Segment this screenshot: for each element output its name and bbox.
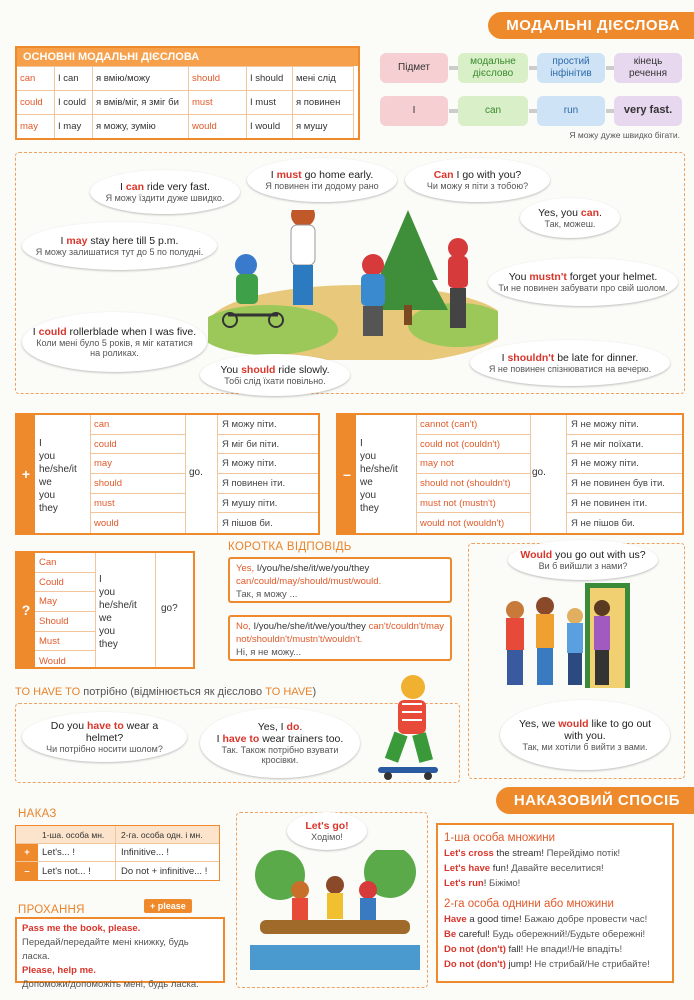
bubble-would-answer: Yes, we would like to go out with you. Так, ми хотіли б вийти з вами.: [500, 700, 670, 770]
pronoun: they: [99, 639, 118, 650]
question-pronouns: [99, 573, 137, 651]
negative-translations: [566, 415, 682, 533]
pronoun: we: [99, 613, 112, 624]
imperative-line: [444, 846, 666, 861]
imperative-verb: Be: [444, 929, 457, 940]
bubble-must: I must go home early. Я повинен іти додому рано: [247, 158, 397, 202]
modal-full: should not: [420, 477, 464, 489]
cell: [416, 458, 454, 469]
imperative-en: the stream!: [493, 848, 544, 859]
bubble-lets-go: Let's go! Ходімо!: [287, 812, 367, 850]
positive-table: [15, 413, 320, 535]
bubble-can: I can ride very fast. Я можу їздити дуже швидко.: [90, 170, 240, 214]
table-row: [217, 435, 318, 455]
modal-short: (wouldn't): [460, 517, 505, 529]
modal-short: (mustn't): [456, 497, 496, 509]
table-row: [416, 415, 530, 435]
modal-table-cell: can: [17, 66, 55, 90]
modal-full: must not: [420, 497, 457, 509]
table-row: [566, 513, 682, 533]
nakaz-table: [15, 825, 220, 881]
short-answer-title: КОРОТКА ВІДПОВІДЬ: [228, 541, 352, 553]
imperative-en: jump!: [505, 959, 532, 970]
cell: can: [94, 418, 110, 430]
modal-full: may not: [420, 458, 454, 470]
imperative-ua: Давайте веселитися!: [508, 863, 604, 874]
table-row: [416, 435, 530, 455]
imperative-line: [444, 942, 666, 957]
imperative-line: [444, 876, 666, 891]
positive-translations: [217, 415, 318, 533]
negative-table: [336, 413, 684, 535]
imperative-ua: Не стрибай/Не стрибайте!: [531, 959, 650, 970]
bubble-should: You should ride slowly. Тобі слід їхати повільно.: [200, 354, 350, 396]
imperative-verb: Do not (don't): [444, 959, 506, 970]
imperative-line: [444, 912, 666, 927]
pronoun: he/she/it: [360, 464, 398, 475]
imperative-line: [444, 927, 666, 942]
cell: Я не повинен був іти.: [571, 477, 665, 489]
cell: Я повинен іти.: [222, 477, 286, 489]
imperative-en: a good time!: [466, 914, 522, 925]
cell: Я пішов би.: [222, 517, 273, 529]
cell: should: [94, 477, 122, 489]
imperative-verb: Let's cross: [444, 848, 494, 859]
section-banner-imperative: НАКАЗОВИЙ СПОСІБ: [496, 787, 694, 814]
cell: [416, 518, 504, 529]
imperative-verb: Have: [444, 914, 467, 925]
imperative-en: !: [483, 878, 487, 889]
modal-table-cell: would: [189, 114, 247, 138]
table-row: [35, 651, 95, 671]
nakaz-title: НАКАЗ: [18, 808, 57, 820]
formula-ex-modal: can: [458, 96, 528, 126]
imperative-box: [436, 823, 674, 983]
kids-door-illustration: [490, 578, 645, 693]
formula-caption: Я можу дуже швидко бігати.: [569, 130, 680, 140]
nakaz-minus-row: – Let's not... ! Do not + infinitive... !: [16, 862, 219, 880]
formula-infinitive: простий інфінітив: [537, 53, 605, 83]
modal-full: would not: [420, 517, 461, 529]
imperative-ua: Будь обережний!/Будьте обережні!: [489, 929, 646, 940]
imperative-line: [444, 957, 666, 972]
nakaz-head-row: 1-ша. особа мн. 2-га. особа одн. і мн.: [16, 826, 219, 844]
modal-table-cell: я вмію/можу: [93, 66, 189, 90]
imperative-verb: Let's have: [444, 863, 491, 874]
imperative-verb: Let's run: [444, 878, 484, 889]
table-row: [35, 592, 95, 612]
table-row: [35, 553, 95, 573]
table-row: [217, 494, 318, 514]
bubble-would-question: Would you go out with us? Ви б вийшли з нами?: [508, 540, 658, 580]
have-to-title: TO HAVE TO потрібно (відмінюється як дієслово TO HAVE): [15, 686, 317, 698]
cell: Would: [39, 655, 66, 667]
modal-full: cannot: [420, 418, 449, 430]
cell: [416, 478, 511, 489]
pronoun: you: [360, 490, 377, 501]
pronoun: they: [360, 503, 379, 514]
plus-sign: +: [17, 415, 35, 533]
positive-pronouns: [39, 437, 77, 515]
pronoun: you: [99, 626, 116, 637]
table-row: [566, 494, 682, 514]
table-row: [416, 513, 530, 533]
cell: Can: [39, 556, 57, 568]
imperative-ua: Перейдімо потік!: [543, 848, 621, 859]
bubble-may: I may stay here till 5 p.m. Я можу залишатися тут до 5 по полудні.: [22, 222, 217, 270]
pronoun: you: [360, 451, 377, 462]
cell: Я мушу піти.: [222, 497, 278, 509]
bubble-can-question: Can I go with you? Чи можу я піти з тобою?: [405, 158, 550, 202]
negative-verb: go.: [532, 467, 546, 478]
table-row: [90, 474, 185, 494]
imperative-first-heading: 1-ша особа множини: [444, 832, 556, 844]
modal-table-cell: я мушу: [293, 114, 354, 138]
question-verb: go?: [161, 603, 178, 614]
bubble-yes-can: Yes, you can. Так, можеш.: [520, 198, 620, 238]
cell: Я не повинен іти.: [571, 497, 648, 509]
bubble-mustnt: You mustn't forget your helmet. Ти не повинен забувати про свій шолом.: [488, 258, 678, 306]
formula-ex-subject: I: [380, 96, 448, 126]
cell: [416, 419, 477, 430]
table-row: [217, 513, 318, 533]
table-row: [90, 513, 185, 533]
imperative-first-list: [444, 846, 666, 891]
modal-short: (can't): [448, 418, 478, 430]
formula-modal: модальне дієслово: [458, 53, 528, 83]
modal-short: (couldn't): [458, 438, 500, 450]
modal-table-cell: я можу, зумію: [93, 114, 189, 138]
pronoun: we: [39, 477, 52, 488]
modal-table-title: ОСНОВНІ МОДАЛЬНІ ДІЄСЛОВА: [17, 48, 358, 66]
modal-table-cell: may: [17, 114, 55, 138]
table-row: [90, 435, 185, 455]
formula-ex-infinitive: run: [537, 96, 605, 126]
table-row: [217, 474, 318, 494]
modal-table-cell: I can: [55, 66, 93, 90]
modal-table-cell: should: [189, 66, 247, 90]
formula-end: кінець речення: [614, 53, 682, 83]
cell: Я не можу піти.: [571, 418, 639, 430]
kids-bridge-illustration: [250, 850, 420, 975]
kids-park-illustration: [208, 210, 498, 360]
modal-table-cell: I must: [247, 90, 293, 114]
question-sign: ?: [17, 553, 35, 667]
cell: [416, 498, 496, 509]
negative-pronouns: [360, 437, 398, 515]
cell: Could: [39, 576, 64, 588]
cell: must: [94, 497, 115, 509]
imperative-ua: Не впади!/Не впадіть!: [523, 944, 623, 955]
bubble-could: I could rollerblade when I was five. Коли мені було 5 років, я міг кататися на роликах.: [22, 312, 207, 372]
prohannia-box: Pass me the book, please. Передай/передайте мені книжку, будь ласка. Please, help me. Допоможи/допоможіть мені, будь ласка.: [15, 917, 225, 983]
modal-table-cell: I could: [55, 90, 93, 114]
section-banner-modal: МОДАЛЬНІ ДІЄСЛОВА: [488, 12, 694, 39]
modal-table-grid: [17, 66, 358, 138]
table-row: [35, 632, 95, 652]
cell: Я міг би піти.: [222, 438, 280, 450]
pronoun: you: [39, 490, 56, 501]
modal-table-cell: must: [189, 90, 247, 114]
short-answer-no: No, I/you/he/she/it/we/you/they can't/couldn't/may not/shouldn't/mustn't/wouldn't. Ні, я не можу...: [228, 615, 452, 661]
pronoun: I: [39, 438, 42, 449]
pronoun: we: [360, 477, 373, 488]
cell: Я не можу піти.: [571, 458, 639, 470]
pronoun: I: [99, 574, 102, 585]
cell: Я можу піти.: [222, 458, 277, 470]
modal-table-cell: я повинен: [293, 90, 354, 114]
modal-table-cell: I should: [247, 66, 293, 90]
cell: Я не міг поїхати.: [571, 438, 644, 450]
table-row: [566, 454, 682, 474]
table-row: [416, 494, 530, 514]
pronoun: he/she/it: [39, 464, 77, 475]
pronoun: I: [360, 438, 363, 449]
bubble-have-to-answer: Yes, I do. I have to wear trainers too. Так. Також потрібно взувати кросівки.: [200, 708, 360, 778]
pronoun: he/she/it: [99, 600, 137, 611]
pronoun: you: [99, 587, 116, 598]
modal-table-cell: мені слід: [293, 66, 354, 90]
imperative-ua: Біжімо!: [486, 878, 521, 889]
imperative-line: [444, 861, 666, 876]
cell: Should: [39, 615, 69, 627]
cell: Must: [39, 635, 60, 647]
imperative-en: fall!: [505, 944, 524, 955]
question-modals: [35, 553, 95, 671]
formula-subject: Підмет: [380, 53, 448, 83]
table-row: [416, 474, 530, 494]
imperative-en: fun!: [490, 863, 509, 874]
modal-verbs-table: [15, 46, 360, 140]
modal-full: could not: [420, 438, 459, 450]
short-answer-yes: Yes, I/you/he/she/it/we/you/they can/could/may/should/must/would. Так, я можу ...: [228, 557, 452, 603]
table-row: [566, 415, 682, 435]
modal-table-cell: I may: [55, 114, 93, 138]
table-row: [566, 435, 682, 455]
table-row: [90, 454, 185, 474]
imperative-second-list: [444, 912, 666, 972]
negative-modals: [416, 415, 530, 533]
table-row: [90, 415, 185, 435]
cell: may: [94, 458, 112, 470]
cell: Я можу піти.: [222, 418, 277, 430]
table-row: [35, 612, 95, 632]
imperative-verb: Do not (don't): [444, 944, 506, 955]
pronoun: they: [39, 503, 58, 514]
table-row: [35, 573, 95, 593]
modal-short: (shouldn't): [463, 477, 511, 489]
minus-sign: –: [338, 415, 356, 533]
table-row: [566, 474, 682, 494]
positive-modals: [90, 415, 185, 533]
please-tag: + please: [144, 899, 192, 913]
bubble-shouldnt: I shouldn't be late for dinner. Я не повинен спізнюватися на вечерю.: [470, 340, 670, 386]
question-table: [15, 551, 195, 669]
modal-table-cell: could: [17, 90, 55, 114]
formula-ex-end: very fast.: [614, 96, 682, 126]
pronoun: you: [39, 451, 56, 462]
table-row: [416, 454, 530, 474]
modal-table-cell: я вмів/міг, я зміг би: [93, 90, 189, 114]
table-row: [217, 454, 318, 474]
skateboard-boy-illustration: [368, 672, 448, 782]
table-row: [90, 494, 185, 514]
bubble-have-to-question: Do you have to wear a helmet? Чи потрібно носити шолом?: [22, 712, 187, 762]
cell: [416, 439, 500, 450]
cell: May: [39, 596, 57, 608]
imperative-ua: Бажаю добре провести час!: [521, 914, 648, 925]
imperative-second-heading: 2-га особа однини або множини: [444, 898, 614, 910]
cell: Я не пішов би.: [571, 517, 635, 529]
nakaz-plus-row: + Let's... ! Infinitive... !: [16, 844, 219, 862]
cell: would: [94, 517, 119, 529]
modal-table-cell: I would: [247, 114, 293, 138]
table-row: [217, 415, 318, 435]
prohannia-title: ПРОХАННЯ: [18, 904, 85, 916]
positive-verb: go.: [189, 467, 203, 478]
cell: could: [94, 438, 117, 450]
imperative-en: careful!: [456, 929, 490, 940]
